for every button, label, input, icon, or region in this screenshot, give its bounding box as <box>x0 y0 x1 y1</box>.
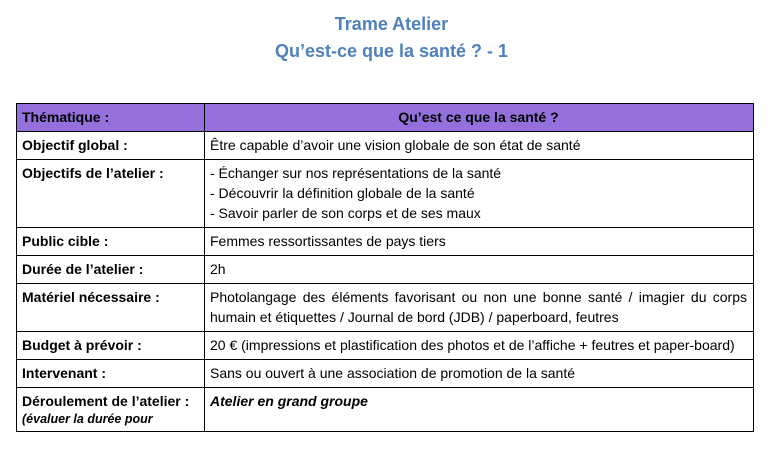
objectifs-atelier-list <box>205 160 754 228</box>
table-header-row <box>17 104 754 132</box>
deroulement-label: Déroulement de l’atelier : <box>22 393 190 409</box>
deroulement-value: Atelier en grand groupe <box>210 393 368 409</box>
budget-label: Budget à prévoir : <box>17 332 205 360</box>
table-row-deroulement <box>17 388 754 432</box>
table-row-intervenant <box>17 360 754 388</box>
objectif-item: - Échanger sur nos représentations de la santé <box>210 165 502 181</box>
public-cible-label: Public cible : <box>17 228 205 256</box>
table-row-public-cible <box>17 228 754 256</box>
intervenant-value: Sans ou ouvert à une association de promotion de la santé <box>205 360 754 388</box>
document-subtitle: Qu’est-ce que la santé ? - 1 <box>274 41 509 61</box>
duree-label: Durée de l’atelier : <box>17 256 205 284</box>
intervenant-label: Intervenant : <box>17 360 205 388</box>
duree-value: 2h <box>205 256 754 284</box>
objectifs-atelier-label: Objectifs de l’atelier : <box>17 160 205 228</box>
table-row-objectif-global <box>17 132 754 160</box>
thematique-label: Thématique : <box>17 104 205 132</box>
objectif-global-label: Objectif global : <box>17 132 205 160</box>
table-row-materiel <box>17 284 754 332</box>
objectif-global-value: Être capable d’avoir une vision globale de son état de santé <box>205 132 754 160</box>
deroulement-value-cell <box>205 388 754 432</box>
deroulement-label-cell <box>17 388 205 432</box>
document-title: Trame Atelier <box>334 14 449 34</box>
thematique-value: Qu’est ce que la santé ? <box>205 104 754 132</box>
public-cible-value: Femmes ressortissantes de pays tiers <box>205 228 754 256</box>
materiel-value: Photolangage des éléments favorisant ou non une bonne santé / imagier du corps humain et étiquettes / Journal de bord (JDB) / paperboard, feutres <box>205 284 754 332</box>
deroulement-sublabel: (évaluer la durée pour <box>22 412 153 426</box>
objectif-item: - Découvrir la définition globale de la santé <box>210 185 475 201</box>
objectif-item: - Savoir parler de son corps et de ses maux <box>210 205 481 221</box>
budget-value: 20 € (impressions et plastification des photos et de l’affiche + feutres et paper-board) <box>205 332 754 360</box>
materiel-label: Matériel nécessaire : <box>17 284 205 332</box>
table-row-objectifs-atelier <box>17 160 754 228</box>
table-row-budget <box>17 332 754 360</box>
workshop-table <box>16 103 754 432</box>
table-row-duree <box>17 256 754 284</box>
